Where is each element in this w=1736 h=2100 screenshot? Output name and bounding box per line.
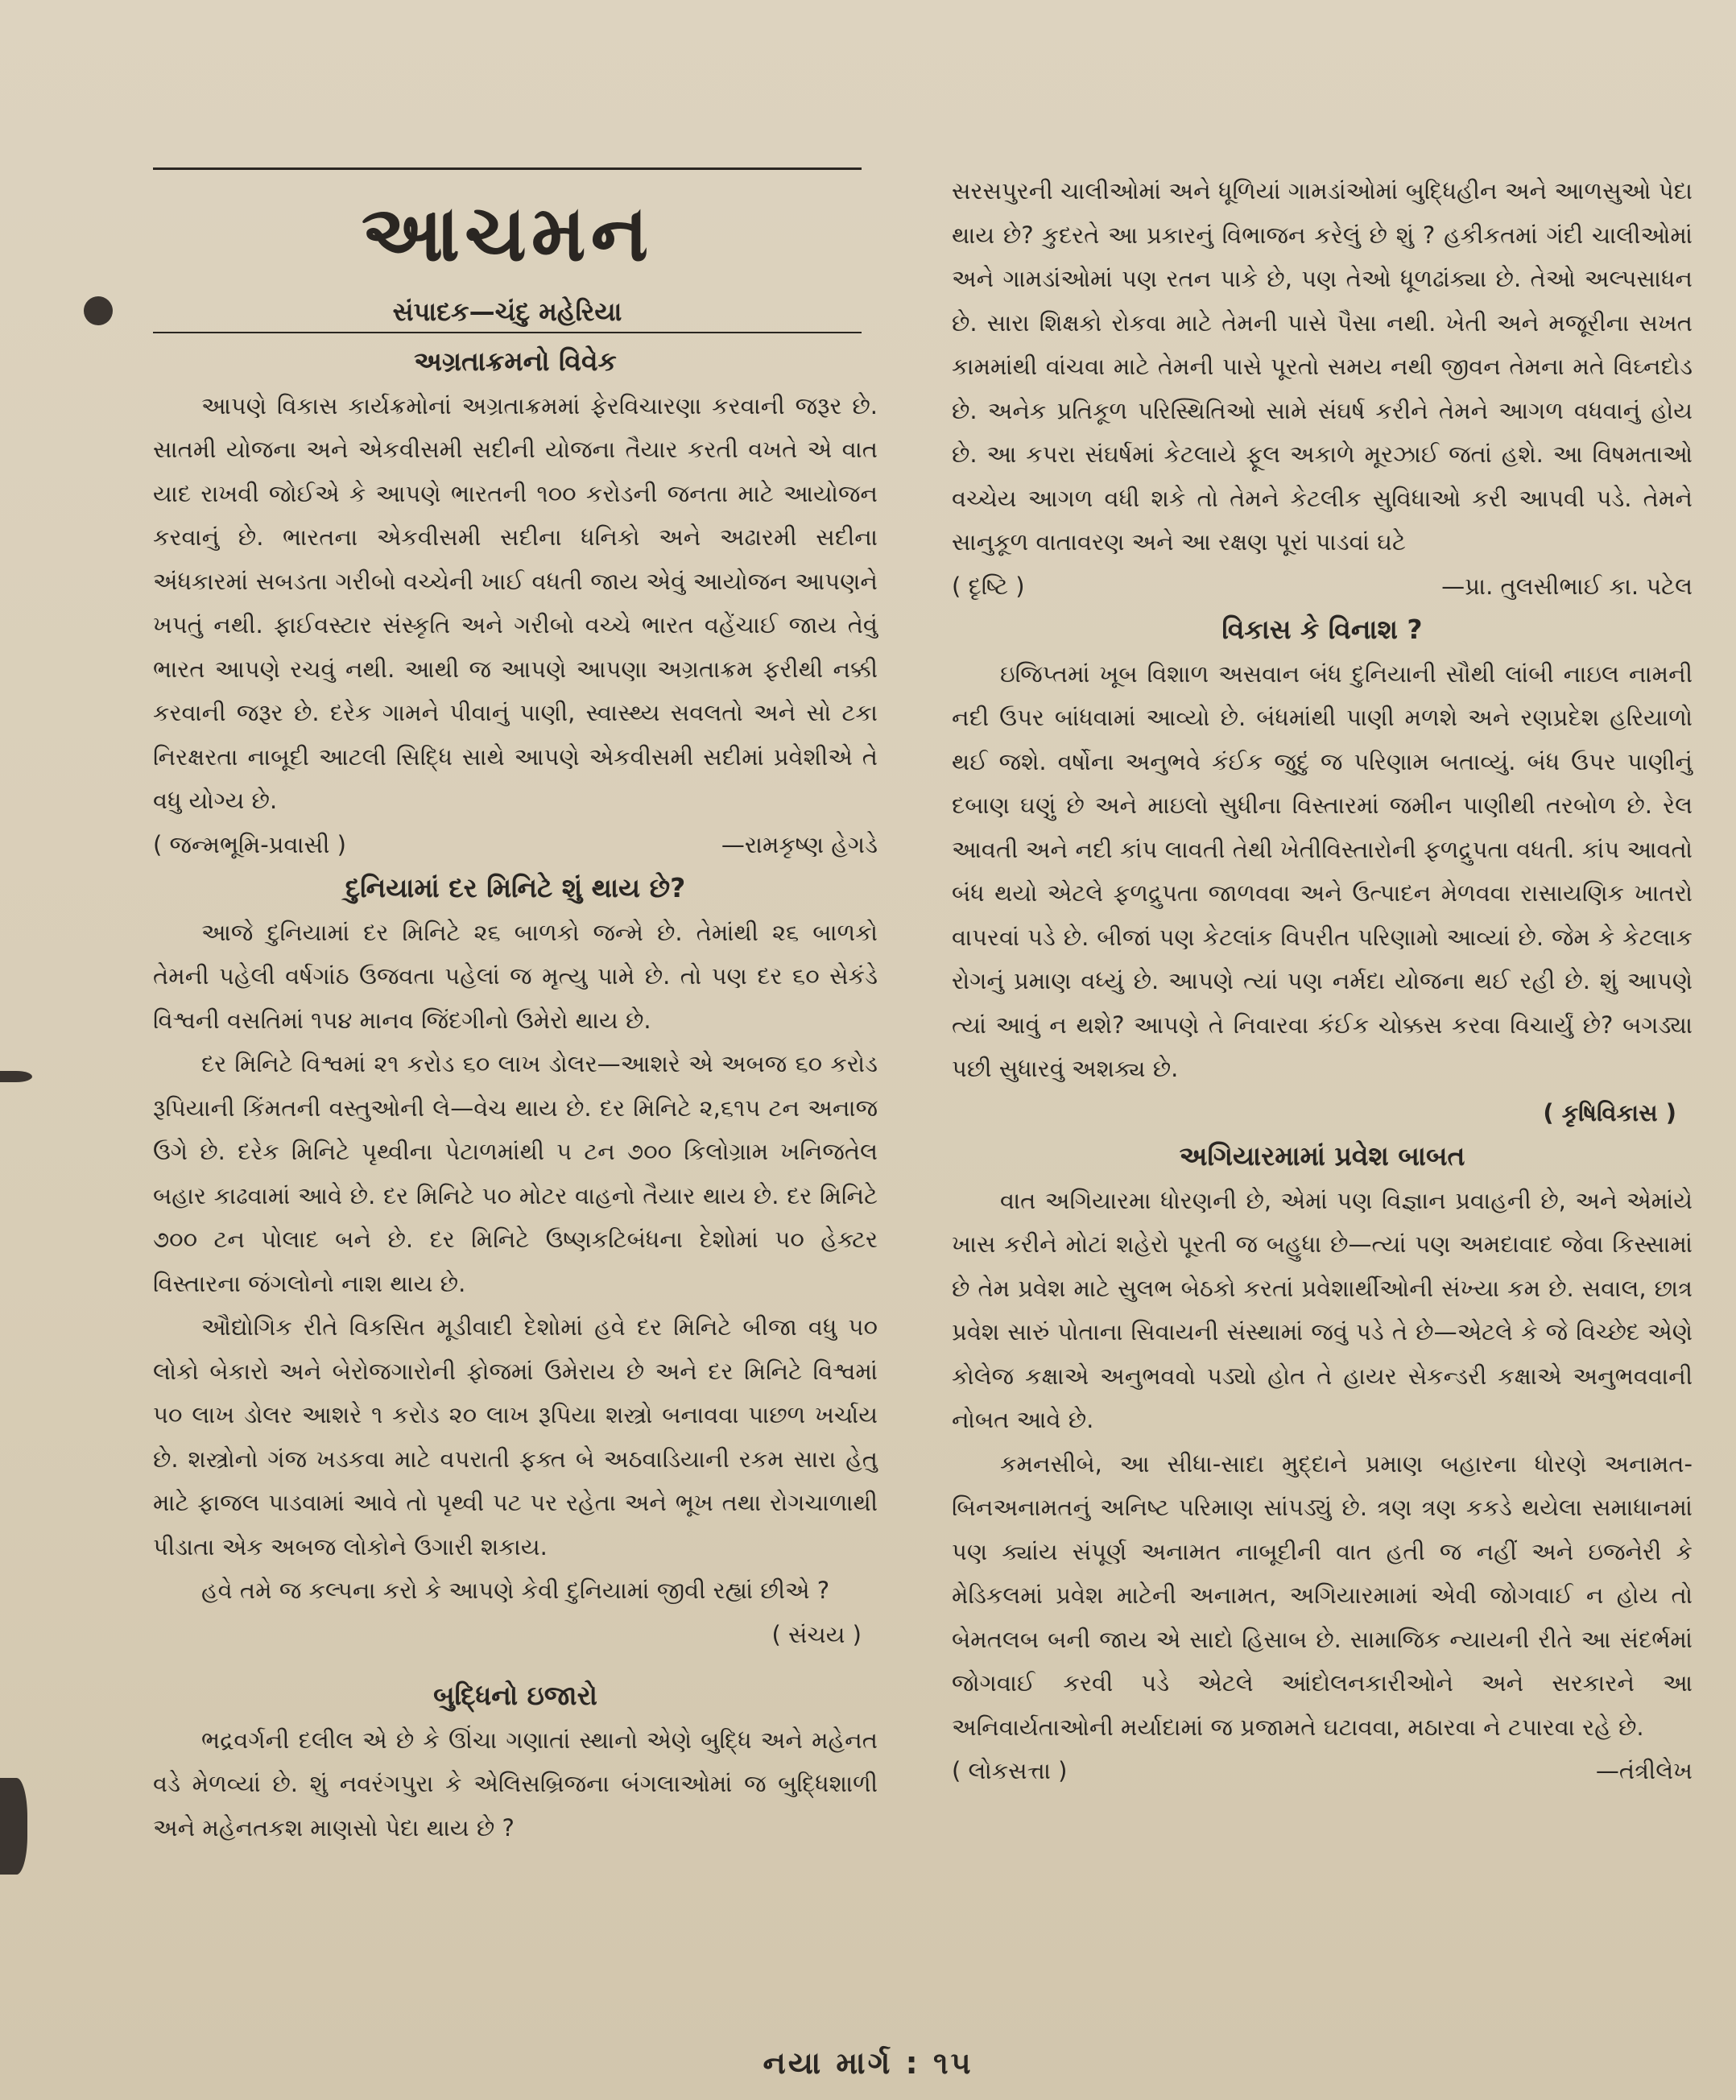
source-label: ( કૃષિવિકાસ ): [1543, 1098, 1676, 1126]
source-label: ( દૃષ્ટિ ): [952, 572, 1025, 600]
article-credit: [153, 823, 878, 867]
article-credit: [952, 564, 1693, 609]
section-heading-eleventh-admission: અગિયારમામાં પ્રવેશ બાબત: [1179, 1140, 1465, 1172]
ink-blot: [0, 1778, 27, 1875]
ink-blot: [84, 296, 113, 325]
page-footer: નયા માર્ગ : ૧૫: [763, 2045, 973, 2081]
section-heading-development-destruction: વિકાસ કે વિનાશ ?: [1221, 614, 1423, 645]
article-paragraph: કમનસીબે, આ સીધા-સાદા મુદ્દાને પ્રમાણ બહારના ધોરણે અનામત-બિનઅનામતનું અનિષ્ટ પરિમાણ સાંપડ્યું છે. ત્રણ ત્રણ કકડે થયેલા સમાધાનમાં પણ ક્યાંય સંપૂર્ણ અનામત નાબૂદીની વાત હતી જ નહીં અને ઇજનેરી કે મેડિકલમાં પ્રવેશ માટેની અનામત, અગિયારમામાં એવી જોગવાઈ ન હોય તો બેમતલબ બની જાય એ સાદો હિસાબ છે. સામાજિક ન્યાયની રીતે આ સંદર્ભમાં જોગવાઈ કરવી પડે એટલે આંદોલનકારીઓને અને સરકારને આ અનિવાર્યતાઓની મર્યાદામાં જ પ્રજામતે ઘટાવવા, મઠારવા ને ટપારવા રહે છે.: [952, 1449, 1693, 1741]
article-paragraph: ભદ્રવર્ગની દલીલ એ છે કે ઊંચા ગણાતાં સ્થાનો એણે બુદ્ધિ અને મહેનત વડે મેળવ્યાં છે. શું નવરંગપુરા કે એલિસબ્રિજના બંગલાઓમાં જ બુદ્ધિશાળી અને મહેનતકશ માણસો પેદા થાય છે ?: [153, 1726, 878, 1842]
section-heading-intellect-monopoly: બુદ્ધિનો ઇજારો: [433, 1680, 597, 1711]
article-paragraph: વાત અગિયારમા ધોરણની છે, એમાં પણ વિજ્ઞાન પ્રવાહની છે, અને એમાંયે ખાસ કરીને મોટાં શહેરો પૂરતી જ બહુધા છે—ત્યાં પણ અમદાવાદ જેવા કિસ્સામાં છે તેમ પ્રવેશ માટે સુલભ બેઠકો કરતાં પ્રવેશાર્થીઓની સંખ્યા કમ છે. સવાલ, છાત્ર પ્રવેશ સારું પોતાના સિવાયની સંસ્થામાં જવું પડે તે છે—એટલે કે જે વિચ્છેદ એણે કોલેજ કક્ષાએ અનુભવવો પડ્યો હોત તે હાયર સેકન્ડરી કક્ષાએ અનુભવવાની નોબત આવે છે.: [952, 1186, 1693, 1433]
left-column: [153, 340, 878, 1850]
source-label: ( જન્મભૂમિ-પ્રવાસી ): [153, 830, 346, 858]
source-label: ( સંચય ): [771, 1620, 862, 1648]
source-label: ( લોકસત્તા ): [952, 1757, 1068, 1784]
author-label: —પ્રા. તુલસીભાઈ કા. પટેલ: [1441, 572, 1693, 600]
masthead-bottom-rule: [153, 332, 862, 333]
article-paragraph: દર મિનિટે વિશ્વમાં ૨૧ કરોડ ૬૦ લાખ ડોલર—આશરે એ અબજ ૬૦ કરોડ રૂપિયાની કિંમતની વસ્તુઓની લે—વેચ થાય છે. દર મિનિટે ૨,૬૧૫ ટન અનાજ ઉગે છે. દરેક મિનિટે પૃથ્વીના પેટાળમાંથી ૫ ટન ૭૦૦ કિલોગ્રામ ખનિજતેલ બહાર કાઢવામાં આવે છે. દર મિનિટે ૫૦ મોટર વાહનો તૈયાર થાય છે. દર મિનિટે ૭૦૦ ટન પોલાદ બને છે. દર મિનિટે ઉષ્ણકટિબંધના દેશોમાં ૫૦ હેક્ટર વિસ્તારના જંગલોનો નાશ થાય છે.: [153, 1050, 878, 1297]
article-paragraph: આપણે વિકાસ કાર્યક્રમોનાં અગ્રતાક્રમમાં ફેરવિચારણા કરવાની જરૂર છે. સાતમી યોજના અને એકવીસમી સદીની યોજના તૈયાર કરતી વખતે એ વાત યાદ રાખવી જોઈએ કે આપણે ભારતની ૧૦૦ કરોડની જનતા માટે આયોજન કરવાનું છે. ભારતના એકવીસમી સદીના ધનિકો અને અઢારમી સદીના અંધકારમાં સબડતા ગરીબો વચ્ચેની ખાઈ વધતી જાય એવું આયોજન આપણને ખપતું નથી. ફાઈવસ્ટાર સંસ્કૃતિ અને ગરીબો વચ્ચે ભારત વહેંચાઈ જાય તેવું ભારત આપણે રચવું નથી. આથી જ આપણે આપણા અગ્રતાક્રમ ફરીથી નક્કી કરવાની જરૂર છે. દરેક ગામને પીવાનું પાણી, સ્વાસ્થ્ય સવલતો અને સો ટકા નિરક્ષરતા નાબૂદી આટલી સિદ્ધિ સાથે આપણે એકવીસમી સદીમાં પ્રવેશીએ તે વધુ યોગ્ય છે.: [153, 391, 878, 814]
article-paragraph: હવે તમે જ કલ્પના કરો કે આપણે કેવી દુનિયામાં જીવી રહ્યાં છીએ ?: [201, 1577, 830, 1604]
editor-credit: સંપાદક—ચંદુ મહેરિયા: [392, 296, 622, 327]
article-paragraph: આજે દુનિયામાં દર મિનિટે ૨૬ બાળકો જન્મે છે. તેમાંથી ૨૬ બાળકો તેમની પહેલી વર્ષગાંઠ ઉજવતા પહેલાં જ મૃત્યુ પામે છે. તો પણ દર ૬૦ સેકંડે વિશ્વની વસતિમાં ૧૫૪ માનવ જિંદગીનો ઉમેરો થાય છે.: [153, 918, 878, 1034]
section-heading-every-minute: દુનિયામાં દર મિનિટે શું થાય છે?: [345, 872, 686, 903]
article-paragraph: ઔદ્યોગિક રીતે વિકસિત મૂડીવાદી દેશોમાં હવે દર મિનિટે બીજા વધુ ૫૦ લોકો બેકારો અને બેરોજગારોની ફોજમાં ઉમેરાય છે અને દર મિનિટે વિશ્વમાં ૫૦ લાખ ડોલર આશરે ૧ કરોડ ૨૦ લાખ રૂપિયા શસ્ત્રો બનાવવા પાછળ ખર્ચાય છે. શસ્ત્રોનો ગંજ ખડકવા માટે વપરાતી ફક્ત બે અઠવાડિયાની રકમ સારા હેતુ માટે ફાજલ પાડવામાં આવે તો પૃથ્વી પટ પર રહેતા અને ભૂખ તથા રોગચાળાથી પીડાતા એક અબજ લોકોને ઉગારી શકાય.: [153, 1313, 878, 1561]
masthead-title: આચમન: [361, 188, 654, 279]
masthead-top-rule: [153, 167, 862, 170]
author-label: —રામકૃષ્ણ હેગડે: [721, 830, 878, 858]
article-credit: [952, 1749, 1693, 1793]
right-column: [952, 169, 1693, 1793]
section-heading-priorities: અગ્રતાક્રમનો વિવેક: [414, 345, 617, 377]
article-paragraph: ઇજિપ્તમાં ખૂબ વિશાળ અસવાન બંધ દુનિયાની સૌથી લાંબી નાઇલ નામની નદી ઉપર બાંધવામાં આવ્યો છે. બંધમાંથી પાણી મળશે અને રણપ્રદેશ હરિયાળો થઈ જશે. વર્ષોના અનુભવે કંઈક જુદું જ પરિણામ બતાવ્યું. બંધ ઉપર પાણીનું દબાણ ઘણું છે અને માઇલો સુધીના વિસ્તારમાં જમીન પાણીથી તરબોળ છે. રેલ આવતી અને નદી કાંપ લાવતી તેથી ખેતીવિસ્તારોની ફળદ્રુપતા વધતી. કાંપ આવતો બંધ થયો એટલે ફળદ્રુપતા જાળવવા અને ઉત્પાદન મેળવવા રાસાયણિક ખાતરો વાપરવાં પડે છે. બીજાં પણ કેટલાંક વિપરીત પરિણામો આવ્યાં છે. જેમ કે કેટલાક રોગનું પ્રમાણ વધ્યું છે. આપણે ત્યાં પણ નર્મદા યોજના થઈ રહી છે. શું આપણે ત્યાં આવું ન થશે? આપણે તે નિવારવા કંઈક ચોક્કસ કરવા વિચાર્યું છે? બગડ્યા પછી સુધારવું અશક્ય છે.: [952, 659, 1693, 1082]
author-label: —તંત્રીલેખ: [1595, 1757, 1693, 1784]
ink-blot: [0, 1071, 32, 1082]
article-paragraph: સરસપુરની ચાલીઓમાં અને ધૂળિયાં ગામડાંઓમાં બુદ્ધિહીન અને આળસુઓ પેદા થાય છે? કુદરતે આ પ્રકારનું વિભાજન કરેલું છે શું ? હકીકતમાં ગંદી ચાલીઓમાં અને ગામડાંઓમાં પણ રતન પાકે છે, પણ તેઓ ધૂળઢાંક્યા છે. તેઓ અલ્પસાધન છે. સારા શિક્ષકો રોકવા માટે તેમની પાસે પૈસા નથી. ખેતી અને મજૂરીના સખત કામમાંથી વાંચવા માટે તેમની પાસે પૂરતો સમય નથી જીવન તેમના મતે વિઘ્નદોડ છે. અનેક પ્રતિકૂળ પરિસ્થિતિઓ સામે સંઘર્ષ કરીને તેમને આગળ વધવાનું હોય છે. આ કપરા સંઘર્ષમાં કેટલાયે ફૂલ અકાળે મૂરઝાઈ જતાં હશે. આ વિષમતાઓ વચ્ચેય આગળ વધી શકે તો તેમને કેટલીક સુવિધાઓ કરી આપવી પડે. તેમને સાનુકૂળ વાતાવરણ અને આ રક્ષણ પૂરાં પાડવાં ઘટે: [952, 177, 1693, 556]
